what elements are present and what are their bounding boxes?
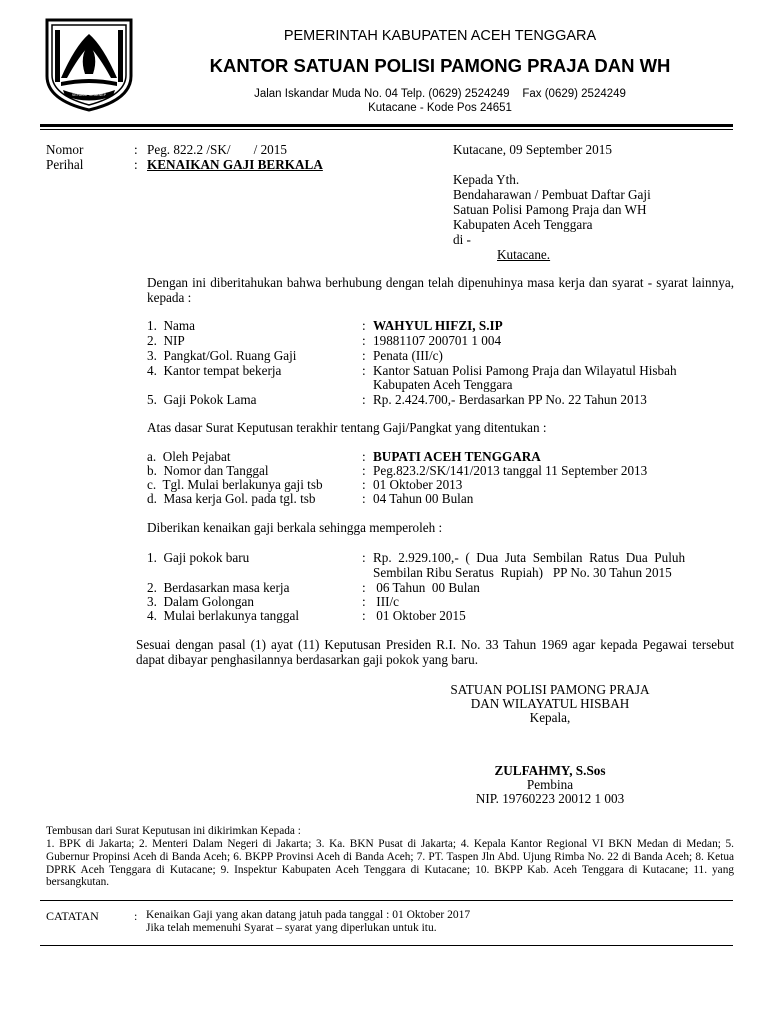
raise-intro: Diberikan kenaikan gaji berkala sehingga memperoleh : [147,520,443,535]
employee-rank-label: 3. Pangkat/Gol. Ruang Gaji [147,348,297,363]
employee-office-colon: : [362,363,366,378]
tembusan-title: Tembusan dari Surat Keputusan ini dikirimkan Kepada : [46,825,301,837]
employee-office-label: 4. Kantor tempat bekerja [147,363,282,378]
employee-nip-colon: : [362,333,366,348]
signature-nip: NIP. 19760223 20012 1 003 [475,791,625,806]
raise-service-value: 06 Tahun 00 Bulan [373,580,480,595]
employee-salary-colon: : [362,392,366,407]
employee-rank-value: Penata (III/c) [373,348,443,363]
basis-official-label: a. Oleh Pejabat [147,449,231,464]
raise-salary-label: 1. Gaji pokok baru [147,550,250,565]
raise-grade-label: 3. Dalam Golongan [147,594,254,609]
basis-service-value: 04 Tahun 00 Bulan [373,491,474,506]
closing-paragraph: Sesuai dengan pasal (1) ayat (11) Keputusan Presiden R.I. No. 33 Tahun 1969 agar kepada Pegawai tersebut dapat dibayar penghasilannya berdasarkan gaji pokok yang baru. [136,637,734,667]
raise-salary-colon: : [362,550,366,565]
employee-office-value-2: Kabupaten Aceh Tenggara [373,377,513,392]
employee-name-value: WAHYUL HIFZI, S.IP [373,318,503,333]
raise-date-label: 4. Mulai berlakunya tanggal [147,608,299,623]
catatan-line-2: Jika telah memenuhi Syarat – syarat yang diperlukan untuk itu. [146,922,437,934]
catatan-rule-top [40,900,733,901]
signature-title: Kepala, [529,710,571,725]
basis-intro: Atas dasar Surat Keputusan terakhir tentang Gaji/Pangkat yang ditentukan : [147,420,547,435]
regency-emblem-logo [41,16,137,112]
letterhead-address: Jalan Iskandar Muda No. 04 Telp. (0629) 2524249 Fax (0629) 2524249 [254,88,626,100]
basis-official-value: BUPATI ACEH TENGGARA [373,449,541,464]
letterhead-government: PEMERINTAH KABUPATEN ACEH TENGGARA [283,28,597,44]
basis-service-label: d. Masa kerja Gol. pada tgl. tsb [147,491,316,506]
basis-service-colon: : [362,491,366,506]
recipient-line-5: di - [453,232,471,247]
recipient-line-1: Kepada Yth. [453,172,520,187]
signature-org-2: DAN WILAYATUL HISBAH [470,696,630,711]
employee-name-colon: : [362,318,366,333]
raise-grade-value: III/c [373,594,399,609]
letterhead-rule-thin [40,129,733,130]
raise-service-label: 2. Berdasarkan masa kerja [147,580,290,595]
basis-number-colon: : [362,463,366,478]
signature-name: ZULFAHMY, S.Sos [494,763,606,778]
employee-nip-value: 19881107 200701 1 004 [373,333,502,348]
catatan-rule-bottom [40,945,733,946]
nomor-label: Nomor [46,142,84,157]
basis-number-value: Peg.823.2/SK/141/2013 tanggal 11 September 2013 [373,463,648,478]
employee-nip-label: 2. NIP [147,333,185,348]
signature-org-1: SATUAN POLISI PAMONG PRAJA [450,682,650,697]
signature-rank: Pembina [526,777,574,792]
catatan-label: CATATAN [46,909,99,923]
recipient-line-3: Satuan Polisi Pamong Praja dan WH [453,202,647,217]
place-date: Kutacane, 09 September 2015 [453,142,612,157]
raise-service-colon: : [362,580,366,595]
basis-start-label: c. Tgl. Mulai berlakunya gaji tsb [147,477,323,492]
perihal-value: KENAIKAN GAJI BERKALA [147,157,323,172]
letterhead-city: Kutacane - Kode Pos 24651 [368,102,512,114]
raise-date-value: 01 Oktober 2015 [373,608,466,623]
catatan-colon: : [134,909,138,923]
catatan-line-1: Kenaikan Gaji yang akan datang jatuh pada tanggal : 01 Oktober 2017 [146,909,471,921]
perihal-label: Perihal [46,157,84,172]
basis-official-colon: : [362,449,366,464]
raise-grade-colon: : [362,594,366,609]
letterhead-office: KANTOR SATUAN POLISI PAMONG PRAJA DAN WH [209,55,671,76]
nomor-colon: : [134,142,138,157]
perihal-colon: : [134,157,138,172]
intro-paragraph: Dengan ini diberitahukan bahwa berhubung dengan telah dipenuhinya masa kerja dan syarat - syarat lainnya, kepada : [147,275,734,305]
recipient-line-2: Bendaharawan / Pembuat Daftar Gaji [453,187,651,202]
employee-rank-colon: : [362,348,366,363]
employee-office-value-1: Kantor Satuan Polisi Pamong Praja dan Wilayatul Hisbah [373,363,677,378]
recipient-line-4: Kabupaten Aceh Tenggara [453,217,593,232]
employee-salary-value: Rp. 2.424.700,- Berdasarkan PP No. 22 Tahun 2013 [373,392,647,407]
recipient-city: Kutacane. [497,247,551,262]
nomor-value: Peg. 822.2 /SK/ / 2015 [147,142,287,157]
basis-start-colon: : [362,477,366,492]
basis-number-label: b. Nomor dan Tanggal [147,463,269,478]
tembusan-list: 1. BPK di Jakarta; 2. Menteri Dalam Negeri di Jakarta; 3. Ka. BKN Pusat di Jakarta; 4. Kepala Kantor Regional VI BKN Medan di Medan; 5. Gubernur Propinsi Aceh di Banda Aceh; 6. BKPP Provinsi Aceh di Banda Aceh; 7. PT. Taspen Jln Abd. Ujung Rimba No. 22 di Banda Aceh; 8. Ketua DPRK Aceh Tenggara di Kutacane; 9. Inspektur Kabupaten Aceh Tenggara di Kutacane; 10. BKPP Kab. Aceh Tenggara di Kutacane; 11. yang bersangkutan. [46,838,734,889]
raise-salary-value-1: Rp. 2.929.100,- ( Dua Juta Sembilan Ratus Dua Puluh [373,550,686,565]
logo-motto: SEPAKAT SEGENEP [71,93,107,97]
letterhead-rule-thick [40,124,733,127]
employee-salary-label: 5. Gaji Pokok Lama [147,392,257,407]
raise-date-colon: : [362,608,366,623]
basis-start-value: 01 Oktober 2013 [373,477,463,492]
employee-name-label: 1. Nama [147,318,195,333]
raise-salary-value-2: Sembilan Ribu Seratus Rupiah) PP No. 30 Tahun 2015 [373,565,672,580]
